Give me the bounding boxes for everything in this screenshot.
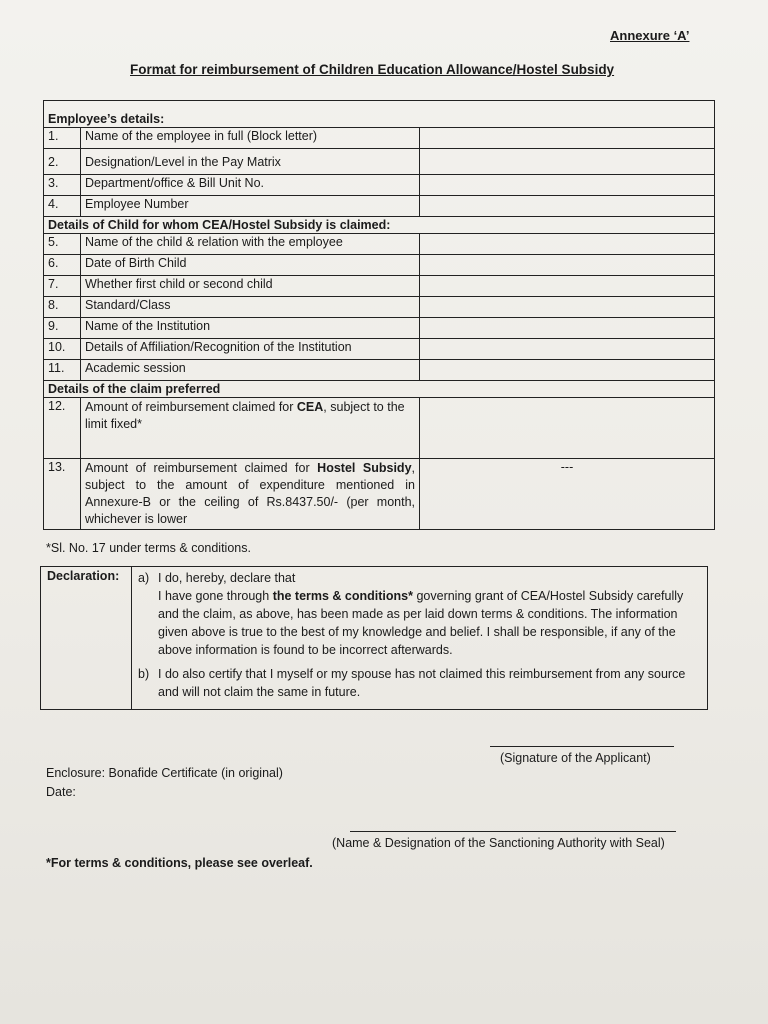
clause-a-intro: I do, hereby, declare that: [158, 571, 296, 585]
row-number: 11.: [44, 359, 81, 380]
dob-field[interactable]: [420, 254, 715, 275]
declaration-label: Declaration:: [41, 567, 132, 710]
employee-name-field[interactable]: [420, 127, 715, 148]
child-order-field[interactable]: [420, 275, 715, 296]
row-label: Standard/Class: [81, 296, 420, 317]
date-label: Date:: [46, 785, 76, 799]
row-number: 4.: [44, 195, 81, 216]
table-row: [44, 296, 715, 317]
row-number: 8.: [44, 296, 81, 317]
row-label: Whether first child or second child: [81, 275, 420, 296]
employee-number-field[interactable]: [420, 195, 715, 216]
child-name-field[interactable]: [420, 233, 715, 254]
section-claim: Details of the claim preferred: [44, 380, 715, 397]
table-row: [44, 148, 715, 174]
applicant-signature-line[interactable]: [490, 746, 674, 747]
row-label: Details of Affiliation/Recognition of the Institution: [81, 338, 420, 359]
table-row: [44, 195, 715, 216]
table-row: [44, 359, 715, 380]
row-number: 3.: [44, 174, 81, 195]
row-number: 1.: [44, 127, 81, 148]
section-child: Details of Child for whom CEA/Hostel Subsidy is claimed:: [44, 216, 715, 233]
declaration-table: [40, 566, 708, 710]
clause-b-mark: b): [138, 667, 150, 681]
row-number: 10.: [44, 338, 81, 359]
declaration-body: [132, 567, 708, 710]
row-label: Employee Number: [81, 195, 420, 216]
table-top-gap: [44, 101, 715, 111]
row-label: Name of the Institution: [81, 317, 420, 338]
form-title: Format for reimbursement of Children Education Allowance/Hostel Subsidy: [130, 62, 615, 77]
table-row: [44, 127, 715, 148]
clause-a-text: I have gone through the terms & conditions* governing grant of CEA/Hostel Subsidy carefully and the claim, as above, has been made as per laid down terms & conditions. The information given above is true to the best of my knowledge and belief. I shall be responsible, if any of the above information is found to be incorrect afterwards.: [158, 589, 684, 657]
row-number: 13.: [44, 458, 81, 529]
row-number: 5.: [44, 233, 81, 254]
row-number: 6.: [44, 254, 81, 275]
cea-amount-field[interactable]: [420, 397, 715, 458]
row-label: Designation/Level in the Pay Matrix: [81, 148, 420, 174]
table-row: [44, 233, 715, 254]
table-row: [44, 275, 715, 296]
table-row: [44, 338, 715, 359]
table-row: [44, 174, 715, 195]
row-number: 12.: [44, 397, 81, 458]
table-row: [44, 254, 715, 275]
clause-b-text: I do also certify that I myself or my spouse has not claimed this reimbursement from any source and will not claim the same in future.: [158, 667, 686, 699]
details-table: [43, 100, 715, 530]
clause-a-mark: a): [138, 571, 150, 585]
row-label: Date of Birth Child: [81, 254, 420, 275]
footnote: *Sl. No. 17 under terms & conditions.: [46, 541, 251, 555]
row-label: Department/office & Bill Unit No.: [81, 174, 420, 195]
designation-field[interactable]: [420, 148, 715, 174]
row-label: Amount of reimbursement claimed for Hostel Subsidy, subject to the amount of expenditure mentioned in Annexure-B or the ceiling of Rs.8437.50/- (per month, whichever is lower: [81, 458, 420, 529]
table-row: [44, 317, 715, 338]
affiliation-field[interactable]: [420, 338, 715, 359]
department-field[interactable]: [420, 174, 715, 195]
row-label: Academic session: [81, 359, 420, 380]
overleaf-note: *For terms & conditions, please see overleaf.: [46, 856, 313, 870]
sanctioning-authority-caption: (Name & Designation of the Sanctioning Authority with Seal): [332, 836, 665, 850]
row-label: Name of the employee in full (Block letter): [81, 127, 420, 148]
table-row: [44, 397, 715, 458]
section-employee: Employee’s details:: [44, 111, 715, 128]
standard-field[interactable]: [420, 296, 715, 317]
enclosure-text: Enclosure: Bonafide Certificate (in original): [46, 766, 283, 780]
table-row: [44, 458, 715, 529]
institution-field[interactable]: [420, 317, 715, 338]
row-number: 7.: [44, 275, 81, 296]
row-label: Name of the child & relation with the employee: [81, 233, 420, 254]
academic-session-field[interactable]: [420, 359, 715, 380]
row-number: 2.: [44, 148, 81, 174]
row-number: 9.: [44, 317, 81, 338]
hostel-subsidy-amount-field[interactable]: ---: [420, 458, 715, 529]
annexure-label: Annexure ‘A’: [610, 28, 690, 43]
sanctioning-authority-line[interactable]: [350, 831, 676, 832]
row-label: Amount of reimbursement claimed for CEA, subject to the limit fixed*: [81, 397, 420, 458]
applicant-signature-caption: (Signature of the Applicant): [500, 751, 651, 765]
